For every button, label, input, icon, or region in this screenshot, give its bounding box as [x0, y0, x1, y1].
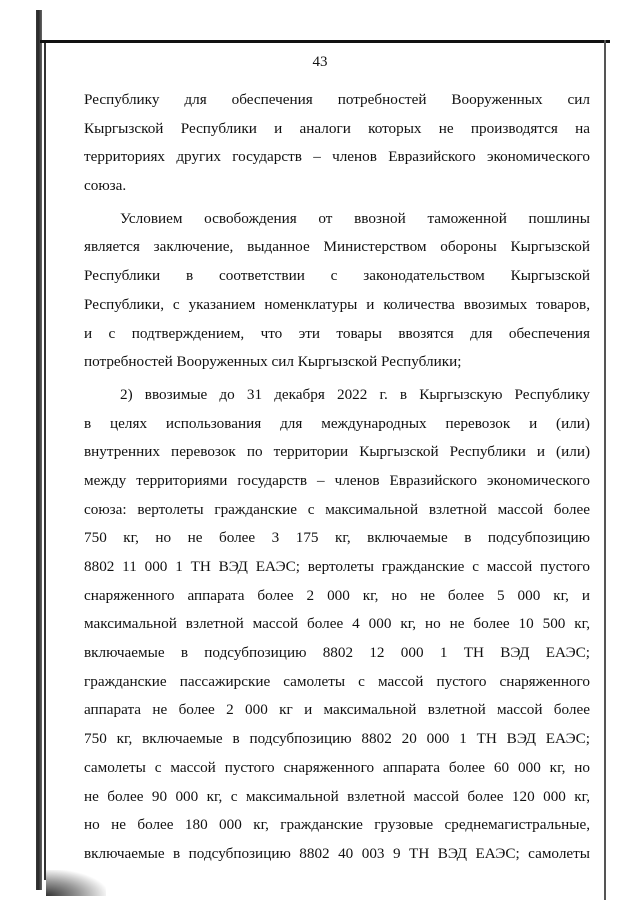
scan-edge-right — [604, 40, 606, 900]
text-line: 750 кг, но не более 3 175 кг, включаемые в подсубпозицию — [84, 529, 590, 547]
text-line: гражданские пассажирские самолеты с массой пустого снаряженного — [84, 672, 590, 690]
text-line: самолеты с массой пустого снаряженного аппарата более 60 000 кг, но — [84, 758, 590, 776]
scan-edge-left-inner — [44, 40, 46, 880]
text-line: потребностей Вооруженных сил Кыргызской Республики; — [84, 353, 462, 371]
text-line: Кыргызской Республики и аналоги которых не производятся на — [84, 119, 590, 137]
scan-corner-smudge — [46, 870, 106, 896]
document-body — [84, 86, 590, 869]
text-line: Республики в соответствии с законодательством Кыргызской — [84, 267, 590, 285]
scan-edge-left — [36, 10, 42, 890]
text-line: включаемые в подсубпозицию 8802 40 003 9 ТН ВЭД ЕАЭС; самолеты — [84, 844, 590, 862]
text-line: включаемые в подсубпозицию 8802 12 000 1 ТН ВЭД ЕАЭС; — [84, 644, 590, 662]
text-line: 750 кг, включаемые в подсубпозицию 8802 20 000 1 ТН ВЭД ЕАЭС; — [84, 730, 590, 748]
text-line: максимальной взлетной массой более 4 000 кг, но не более 10 500 кг, — [84, 615, 590, 633]
text-line: Республику для обеспечения потребностей Вооруженных сил — [84, 91, 590, 108]
text-line: союза. — [84, 177, 127, 195]
text-line: не более 90 000 кг, с максимальной взлетной массой более 120 000 кг, — [84, 787, 590, 805]
text-line: в целях использования для международных перевозок и (или) — [84, 414, 590, 432]
text-line: аппарата не более 2 000 кг и максимальной взлетной массой более — [84, 701, 590, 719]
page-number: 43 — [312, 54, 328, 70]
scan-edge-top — [40, 40, 610, 43]
text-line: и с подтверждением, что эти товары ввозятся для обеспечения — [84, 324, 590, 342]
text-line: является заключение, выданное Министерством обороны Кыргызской — [84, 238, 590, 256]
text-line: территориях других государств – членов Евразийского экономического — [84, 148, 590, 166]
text-line: союза: вертолеты гражданские с максимальной взлетной массой более — [84, 500, 590, 518]
text-line: между территориями государств – членов Евразийского экономического — [84, 471, 590, 489]
text-line: 8802 11 000 1 ТН ВЭД ЕАЭС; вертолеты гражданские с массой пустого — [84, 558, 590, 575]
text-line: но не более 180 000 кг, гражданские грузовые среднемагистральные, — [84, 816, 590, 834]
text-line: внутренних перевозок по территории Кыргызской Республики и (или) — [84, 443, 590, 461]
text-line: снаряженного аппарата более 2 000 кг, но не более 5 000 кг, и — [84, 586, 590, 604]
text-line: Республики, с указанием номенклатуры и количества ввозимых товаров, — [84, 295, 590, 313]
text-line: Условием освобождения от ввозной таможенной пошлины — [120, 209, 590, 227]
text-line: 2) ввозимые до 31 декабря 2022 г. в Кыргызскую Республику — [120, 385, 590, 403]
